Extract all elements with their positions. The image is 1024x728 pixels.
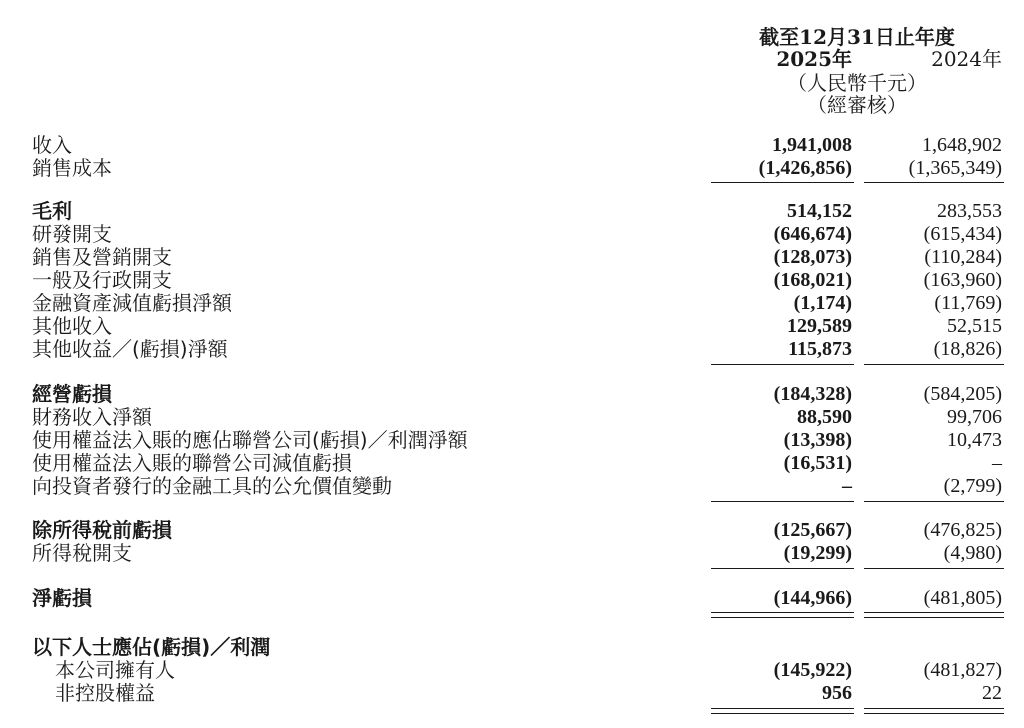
row-label-loss-before-tax: 除所得稅前虧損 (32, 518, 172, 542)
row-label-gross-profit: 毛利 (32, 199, 72, 223)
row-label-selling-expenses: 銷售及營銷開支 (32, 245, 172, 269)
subtotal-rule-2024 (864, 501, 1004, 502)
value-2025-admin-expenses: (168,021) (773, 269, 852, 291)
value-2025-other-income: 129,589 (787, 315, 852, 337)
value-2025-gross-profit: 514,152 (787, 200, 852, 222)
value-2024-non-controlling-interests: 22 (982, 682, 1002, 704)
value-2024-admin-expenses: (163,960) (923, 269, 1002, 291)
subtotal-rule-2025 (711, 501, 854, 502)
value-2025-fair-value-change: – (842, 475, 852, 497)
total-double-rule-2025 (711, 713, 854, 714)
row-label-other-income: 其他收入 (32, 314, 112, 338)
total-double-rule-2025 (711, 708, 854, 709)
subtotal-rule-2025 (711, 568, 854, 569)
value-2024-rnd-expenses: (615,434) (923, 223, 1002, 245)
row-label-operating-loss: 經營虧損 (32, 382, 112, 406)
value-2024-cost-of-sales: (1,365,349) (908, 157, 1002, 179)
value-2024-other-income: 52,515 (947, 315, 1002, 337)
value-2024-impairment-financial-assets: (11,769) (934, 292, 1002, 314)
total-double-rule-2024 (864, 617, 1004, 618)
value-2024-income-tax: (4,980) (943, 542, 1002, 564)
row-label-admin-expenses: 一般及行政開支 (32, 268, 172, 292)
value-2025-share-of-associates: (13,398) (783, 429, 852, 451)
column-header-2025: 2025年 (776, 47, 852, 71)
row-label-income-tax: 所得稅開支 (32, 541, 132, 565)
value-2025-impairment-financial-assets: (1,174) (793, 292, 852, 314)
row-label-other-gains-losses: 其他收益／(虧損)淨額 (32, 337, 228, 361)
value-2025-net-loss: (144,966) (773, 587, 852, 609)
value-2024-fair-value-change: (2,799) (943, 475, 1002, 497)
audited-note: （經審核） (807, 93, 907, 117)
total-double-rule-2024 (864, 612, 1004, 613)
period-header: 截至12月31日止年度 (759, 25, 955, 49)
value-2024-owners-of-company: (481,827) (923, 659, 1002, 681)
value-2024-revenue: 1,648,902 (922, 134, 1002, 156)
row-label-share-of-associates: 使用權益法入賬的應佔聯營公司(虧損)／利潤淨額 (32, 428, 468, 452)
value-2025-owners-of-company: (145,922) (773, 659, 852, 681)
row-label-impairment-financial-assets: 金融資產減值虧損淨額 (32, 291, 232, 315)
value-2024-gross-profit: 283,553 (937, 200, 1002, 222)
value-2025-loss-before-tax: (125,667) (773, 519, 852, 541)
row-label-owners-of-company: 本公司擁有人 (55, 658, 175, 682)
value-2024-loss-before-tax: (476,825) (923, 519, 1002, 541)
value-2025-operating-loss: (184,328) (773, 383, 852, 405)
value-2024-share-of-associates: 10,473 (947, 429, 1002, 451)
value-2024-net-finance-income: 99,706 (947, 406, 1002, 428)
row-label-revenue: 收入 (32, 133, 72, 157)
row-label-attributable-to: 以下人士應佔(虧損)／利潤 (32, 635, 271, 659)
value-2025-rnd-expenses: (646,674) (773, 223, 852, 245)
subtotal-rule-2025 (711, 182, 854, 183)
value-2025-revenue: 1,941,008 (772, 134, 852, 156)
row-label-associate-impairment: 使用權益法入賬的聯營公司減值虧損 (32, 451, 352, 475)
subtotal-rule-2024 (864, 364, 1004, 365)
value-2025-other-gains-losses: 115,873 (788, 338, 852, 360)
value-2024-operating-loss: (584,205) (923, 383, 1002, 405)
total-double-rule-2025 (711, 617, 854, 618)
total-double-rule-2025 (711, 612, 854, 613)
currency-note: （人民幣千元） (787, 71, 927, 95)
value-2025-selling-expenses: (128,073) (773, 246, 852, 268)
subtotal-rule-2024 (864, 182, 1004, 183)
row-label-fair-value-change: 向投資者發行的金融工具的公允價值變動 (32, 474, 392, 498)
value-2025-income-tax: (19,299) (783, 542, 852, 564)
value-2025-non-controlling-interests: 956 (822, 682, 852, 704)
value-2024-associate-impairment: – (992, 452, 1002, 474)
total-double-rule-2024 (864, 713, 1004, 714)
row-label-net-loss: 淨虧損 (32, 586, 92, 610)
column-header-2024: 2024年 (931, 47, 1002, 71)
row-label-non-controlling-interests: 非控股權益 (55, 681, 155, 705)
subtotal-rule-2025 (711, 364, 854, 365)
value-2025-net-finance-income: 88,590 (797, 406, 852, 428)
total-double-rule-2024 (864, 708, 1004, 709)
value-2024-selling-expenses: (110,284) (924, 246, 1002, 268)
row-label-rnd-expenses: 研發開支 (32, 222, 112, 246)
value-2024-other-gains-losses: (18,826) (933, 338, 1002, 360)
value-2025-associate-impairment: (16,531) (783, 452, 852, 474)
row-label-net-finance-income: 財務收入淨額 (32, 405, 152, 429)
row-label-cost-of-sales: 銷售成本 (32, 156, 112, 180)
subtotal-rule-2024 (864, 568, 1004, 569)
value-2025-cost-of-sales: (1,426,856) (758, 157, 852, 179)
value-2024-net-loss: (481,805) (923, 587, 1002, 609)
